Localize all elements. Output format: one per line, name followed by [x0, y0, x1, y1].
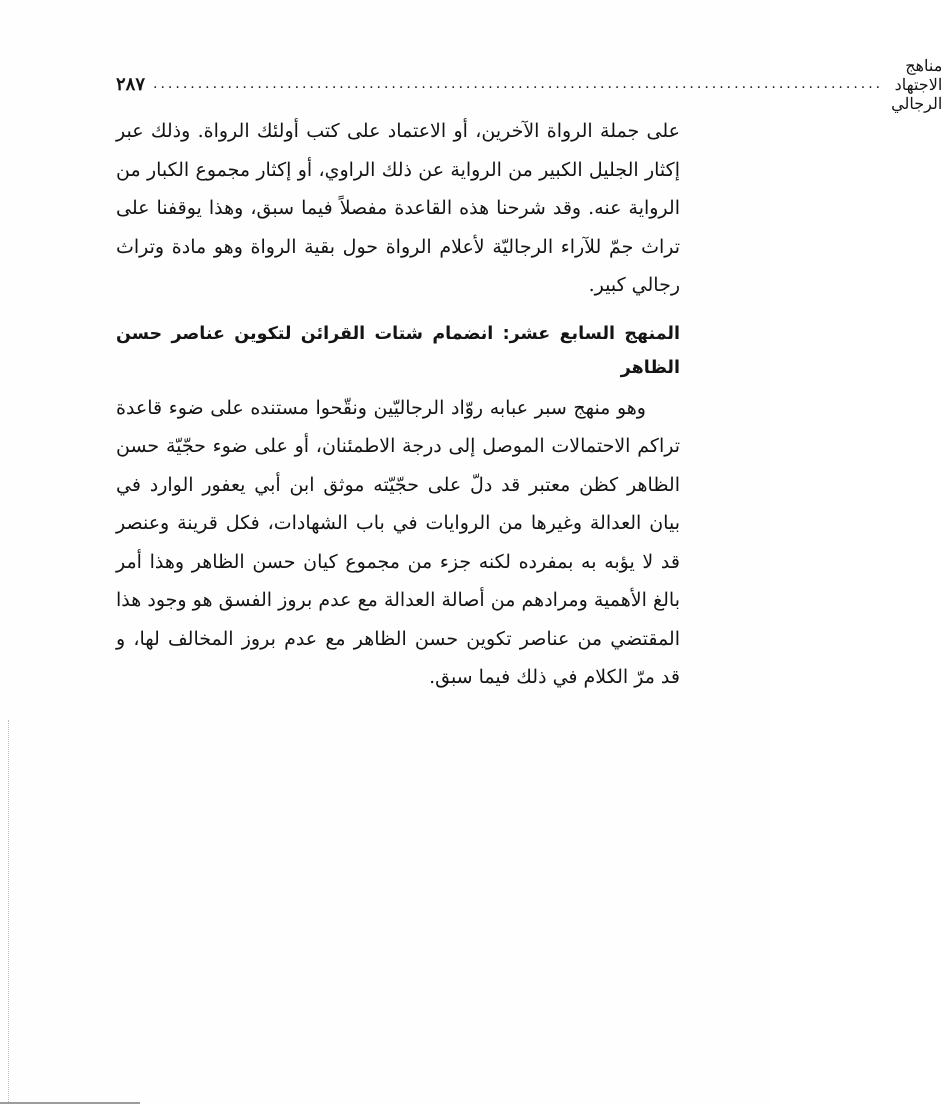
scan-edge-left [8, 720, 10, 1104]
running-header [116, 55, 942, 113]
intro-paragraph: على جملة الرواة الآخرين، أو الاعتماد على كتب أولئك الرواة. وذلك عبر إكثار الجليل الكبير من الرواية عن ذلك الراوي، أو إكثار مجموع الكبار من الرواية عنه. وقد شرحنا هذه القاعدة مفصلاً فيما سبق، وهذا يوقفنا على تراث جمّ للآراء الرجاليّة لأعلام الرواة حول بقية الرواة وهو مادة وتراث رجالي كبير. [116, 120, 680, 296]
page-body [116, 112, 680, 697]
running-title: مناهج الاجتهاد الرجالي [891, 55, 942, 113]
body-paragraph: وهو منهج سبر عبابه روّاد الرجاليّين ونقّحوا مستنده على ضوء قاعدة تراكم الاحتمالات الموصل إلى درجة الاطمئنان، أو على ضوء حجّيّة حسن الظاهر كظن معتبر قد دلّ على حجّيّته موثق ابن أبي يعفور الوارد في بيان العدالة وغيرها من الروايات في باب الشهادات، فكل قرينة وعنصر قد لا يؤبه به بمفرده لكنه جزء من مجموع كيان حسن الظاهر وهذا أمر بالغ الأهمية ومرادهم من أصالة العدالة مع عدم بروز الفسق هو وجود هذا المقتضي من عناصر تكوين حسن الظاهر مع عدم بروز المخالف لها، و قد مرّ الكلام في ذلك فيما سبق. [116, 396, 680, 688]
dot-leader: .................................................................................................. [153, 76, 884, 92]
page-number: ٢٨٧ [116, 73, 146, 95]
section-heading: المنهج السابع عشر: انضمام شتات القرائن لتكوين عناصر حسن الظاهر [116, 323, 680, 378]
